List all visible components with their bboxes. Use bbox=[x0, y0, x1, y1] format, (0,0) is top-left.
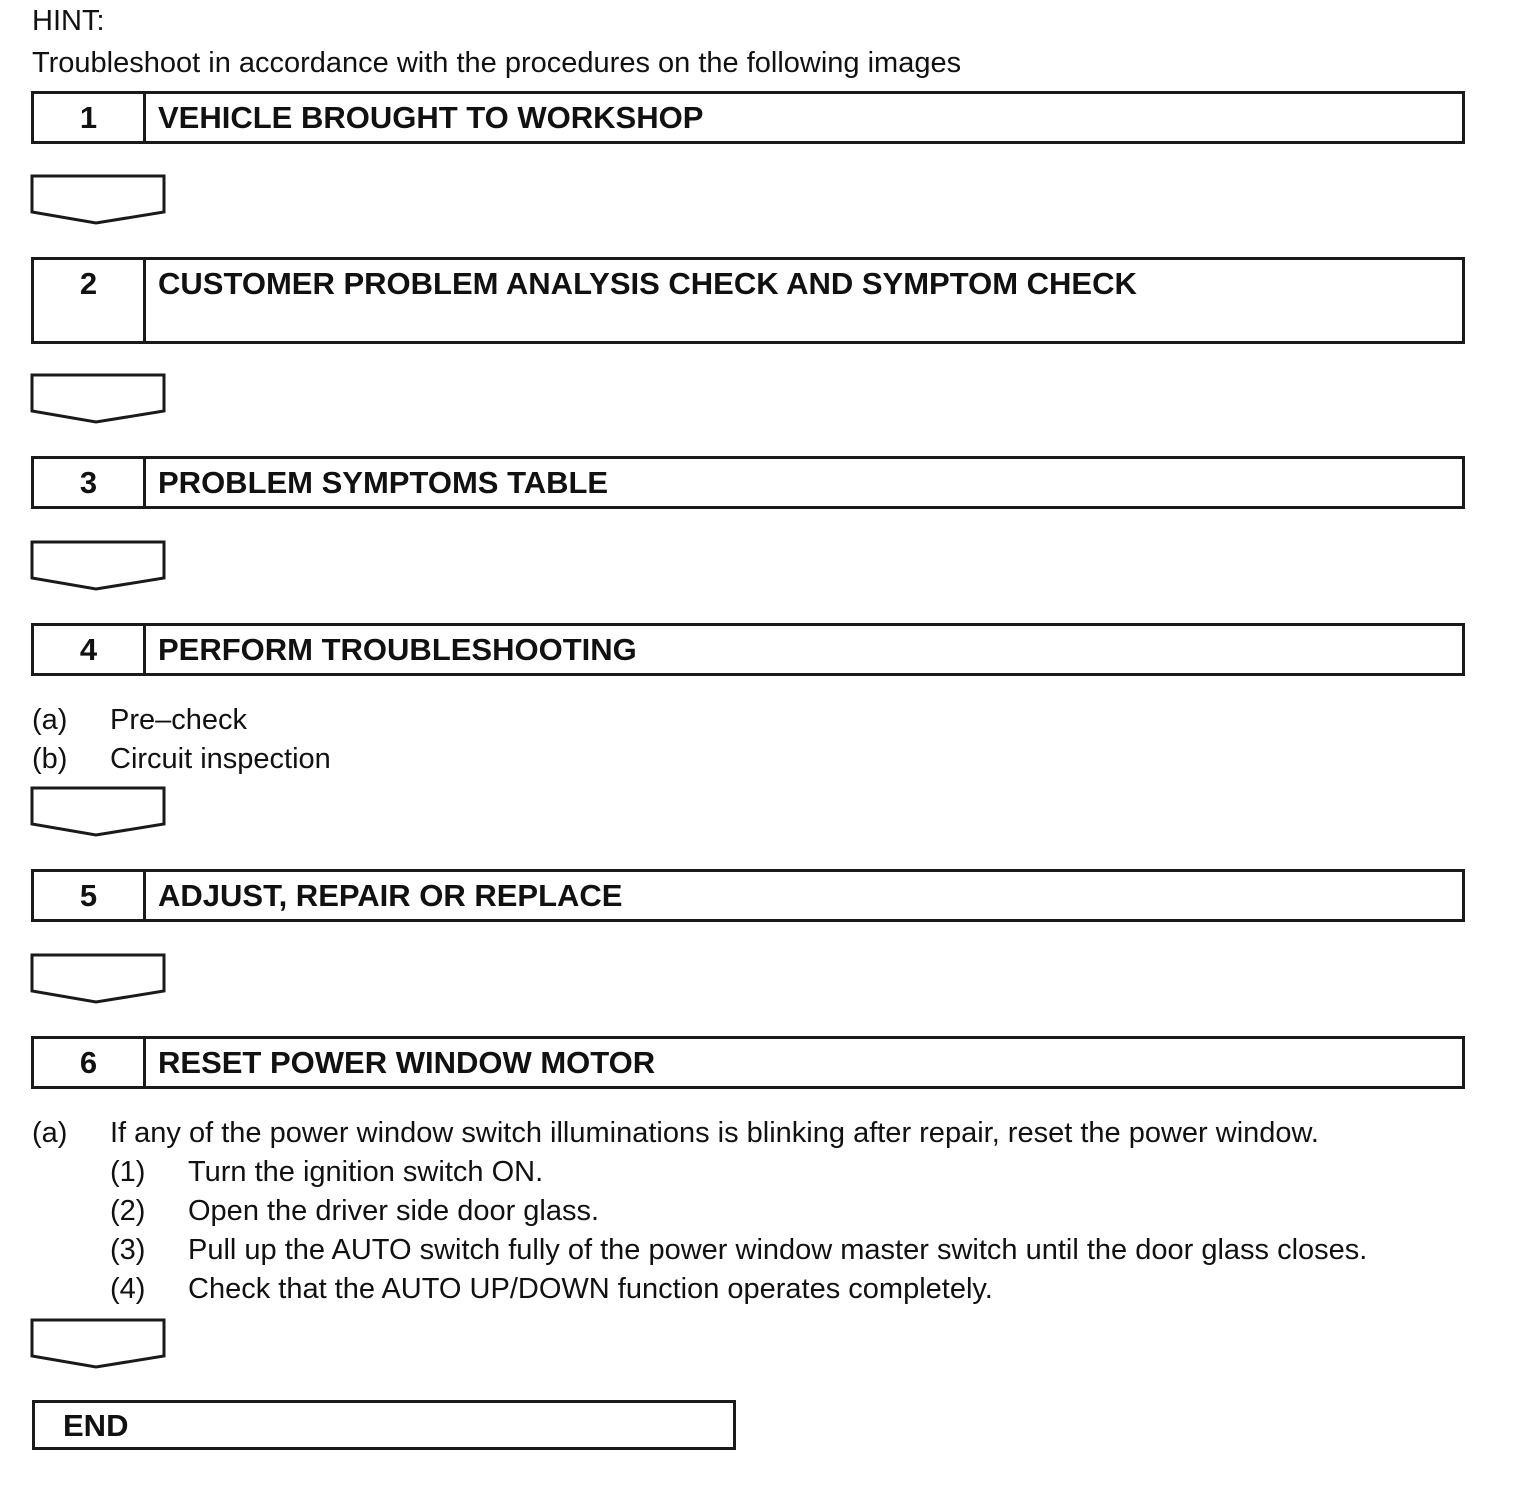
step-number: 3 bbox=[34, 459, 146, 506]
step-title: CUSTOMER PROBLEM ANALYSIS CHECK AND SYMPTOM CHECK bbox=[158, 266, 1137, 301]
list-item: Pre–check bbox=[110, 704, 248, 736]
step-title: ADJUST, REPAIR OR REPLACE bbox=[158, 878, 623, 913]
flow-arrow-icon bbox=[30, 540, 168, 592]
hint-label: HINT: bbox=[32, 5, 105, 37]
substep-text: Pull up the AUTO switch fully of the power window master switch until the door glass closes. bbox=[188, 1234, 1368, 1266]
hint-intro: Troubleshoot in accordance with the procedures on the following images bbox=[32, 47, 962, 79]
end-box: END bbox=[32, 1400, 736, 1450]
step-box-3 bbox=[31, 456, 1465, 509]
step-title: PERFORM TROUBLESHOOTING bbox=[158, 632, 637, 667]
list-marker: (b) bbox=[32, 743, 68, 775]
substep-text: Open the driver side door glass. bbox=[188, 1195, 600, 1227]
substep-marker: (3) bbox=[110, 1234, 146, 1266]
flow-arrow-icon bbox=[30, 1318, 168, 1370]
substep-marker: (1) bbox=[110, 1156, 146, 1188]
step-box-1 bbox=[31, 91, 1465, 144]
list-item: Circuit inspection bbox=[110, 743, 331, 775]
list-marker: (a) bbox=[32, 1117, 68, 1149]
step-title: VEHICLE BROUGHT TO WORKSHOP bbox=[158, 100, 704, 135]
step-title: RESET POWER WINDOW MOTOR bbox=[158, 1045, 656, 1080]
substep-marker: (2) bbox=[110, 1195, 146, 1227]
substep-text: Check that the AUTO UP/DOWN function operates completely. bbox=[188, 1273, 993, 1305]
flow-arrow-icon bbox=[30, 174, 168, 226]
step-number: 6 bbox=[34, 1039, 146, 1086]
step-number: 4 bbox=[34, 626, 146, 673]
step-number: 1 bbox=[34, 94, 146, 141]
step-box-2 bbox=[31, 257, 1465, 344]
step-box-6 bbox=[31, 1036, 1465, 1089]
flow-arrow-icon bbox=[30, 786, 168, 838]
flow-arrow-icon bbox=[30, 373, 168, 425]
list-marker: (a) bbox=[32, 704, 68, 736]
step-title: PROBLEM SYMPTOMS TABLE bbox=[158, 465, 609, 500]
step-box-4 bbox=[31, 623, 1465, 676]
substep-marker: (4) bbox=[110, 1273, 146, 1305]
flow-arrow-icon bbox=[30, 953, 168, 1005]
list-item: If any of the power window switch illuminations is blinking after repair, reset the power window. bbox=[110, 1117, 1319, 1149]
substep-text: Turn the ignition switch ON. bbox=[188, 1156, 544, 1188]
step-box-5 bbox=[31, 869, 1465, 922]
step-number: 2 bbox=[34, 260, 146, 341]
step-number: 5 bbox=[34, 872, 146, 919]
